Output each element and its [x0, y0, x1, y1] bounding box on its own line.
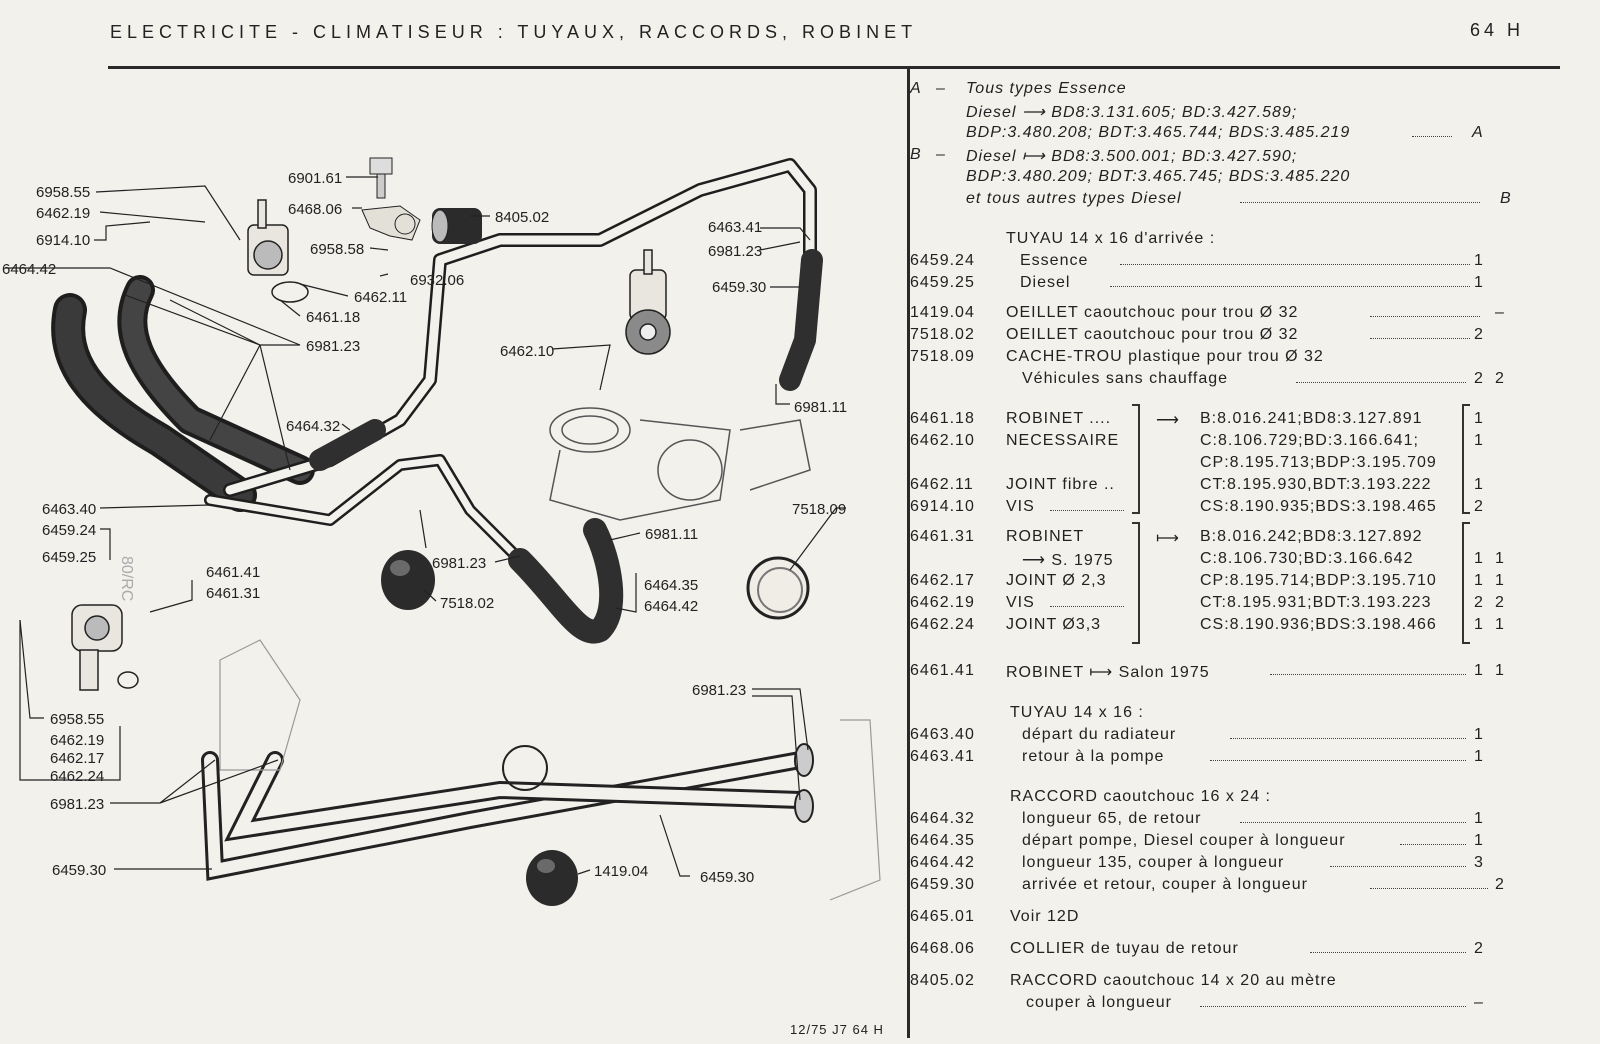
- qty-a: 1: [1474, 810, 1484, 827]
- diagram-label: 6459.30: [52, 862, 107, 879]
- part-row: [910, 662, 1550, 684]
- part-ref: 6464.35: [910, 832, 975, 849]
- heading-text: RACCORD caoutchouc 16 x 24 :: [1010, 788, 1271, 805]
- serial-range: CS:8.190.935;BDS:3.198.465: [1200, 498, 1437, 515]
- part-ref: 6461.31: [910, 528, 975, 545]
- qty-a: 2: [1474, 326, 1484, 343]
- qty-a: 2: [1474, 498, 1484, 515]
- variant-b-line: [910, 168, 1550, 190]
- variant-b: [910, 146, 1550, 168]
- diagram-label: 6958.55: [36, 184, 91, 201]
- diagram-label: 6463.40: [42, 501, 97, 518]
- diagram-label: 6981.23: [50, 796, 105, 813]
- diagram-label: 6981.23: [432, 555, 487, 572]
- part-desc: ROBINET ⟼ Salon 1975: [1006, 664, 1210, 681]
- variant-code: A: [1472, 124, 1484, 141]
- part-ref: 6462.11: [910, 476, 974, 493]
- part-row: [910, 594, 1550, 616]
- part-desc: ROBINET: [1006, 528, 1085, 545]
- diagram-label: 6459.24: [42, 522, 97, 539]
- leader-dots: [1296, 370, 1466, 383]
- variant-text: BDP:3.480.209; BDT:3.465.745; BDS:3.485.220: [966, 168, 1351, 185]
- part-desc: JOINT Ø 2,3: [1006, 572, 1107, 589]
- leader-dots: [1330, 854, 1466, 867]
- qty-a: 1: [1474, 410, 1484, 427]
- part-ref: 6463.41: [910, 748, 975, 765]
- part-row: [910, 572, 1550, 594]
- part-row-cont: [910, 994, 1550, 1016]
- qty-b: 2: [1495, 594, 1505, 611]
- part-row: [910, 476, 1550, 498]
- qty-b: 1: [1495, 572, 1505, 589]
- diagram-label: 6981.23: [306, 338, 361, 355]
- variant-text: BDP:3.480.208; BDT:3.465.744; BDS:3.485.219: [966, 124, 1351, 141]
- diagram-label: 6958.58: [310, 241, 365, 258]
- leader-dots: [1230, 726, 1466, 739]
- part-row: [910, 854, 1550, 876]
- hose-8405-02: [432, 208, 482, 244]
- qty-b: 1: [1495, 550, 1505, 567]
- diagram-label: 6464.42: [2, 261, 57, 278]
- part-row: [910, 454, 1550, 476]
- serial-range: C:8.106.730;BD:3.166.642: [1200, 550, 1414, 567]
- leader-dots: [1050, 498, 1124, 511]
- part-ref: 6459.25: [910, 274, 975, 291]
- valve-lower: [72, 605, 138, 690]
- variant-code: B: [1500, 190, 1512, 207]
- heading-text: TUYAU 14 x 16 :: [1010, 704, 1144, 721]
- serial-range: CT:8.195.930,BDT:3.193.222: [1200, 476, 1432, 493]
- diagram-label: 6461.18: [306, 309, 361, 326]
- variant-a-line: [910, 124, 1550, 146]
- diagram-label: 6462.24: [50, 768, 105, 785]
- part-row: [910, 810, 1550, 832]
- qty-a: 1: [1474, 432, 1484, 449]
- part-desc: longueur 135, couper à longueur: [1022, 854, 1285, 871]
- leader-dots: [1240, 190, 1480, 203]
- variant-a-line: [910, 102, 1550, 124]
- diagram-label: 6981.23: [692, 682, 747, 699]
- part-desc: JOINT Ø3,3: [1006, 616, 1102, 633]
- variant-dash: –: [936, 146, 946, 163]
- section-heading: [910, 230, 1550, 252]
- diagram-label: 6462.10: [500, 343, 555, 360]
- qty-a: 1: [1474, 616, 1484, 633]
- section-heading: [910, 704, 1550, 726]
- cache-trou-7518-09: [748, 558, 808, 618]
- diagram-label: 6464.42: [644, 598, 699, 615]
- part-desc: Véhicules sans chauffage: [1022, 370, 1229, 387]
- qty-a: 1: [1474, 832, 1484, 849]
- leader-dots: [1120, 252, 1470, 265]
- qty-b: 1: [1495, 616, 1505, 633]
- serial-range: B:8.016.241;BD8:3.127.891: [1200, 410, 1423, 427]
- part-row: [910, 432, 1550, 454]
- part-row: [910, 908, 1550, 930]
- bolt-6901-61: [370, 158, 392, 198]
- diagram-label: 1419.04: [594, 863, 649, 880]
- part-ref: 6462.19: [910, 594, 975, 611]
- part-desc: JOINT fibre ..: [1006, 476, 1115, 493]
- part-row: [910, 550, 1550, 572]
- part-ref: 6461.41: [910, 662, 975, 679]
- part-row: [910, 348, 1550, 370]
- diagram-label: 6981.23: [708, 243, 763, 260]
- part-ref: 6463.40: [910, 726, 975, 743]
- variant-dash: –: [936, 80, 946, 97]
- diagram-label: 7518.02: [440, 595, 495, 612]
- part-ref: 6468.06: [910, 940, 975, 957]
- part-desc: départ du radiateur: [1022, 726, 1177, 743]
- part-ref: 8405.02: [910, 972, 975, 989]
- leader-dots: [1200, 994, 1466, 1007]
- part-ref: 1419.04: [910, 304, 975, 321]
- part-ref: 6462.24: [910, 616, 975, 633]
- qty-b: 2: [1495, 370, 1505, 387]
- part-row: [910, 410, 1550, 432]
- serial-range: CP:8.195.713;BDP:3.195.709: [1200, 454, 1437, 471]
- qty-a: 1: [1474, 572, 1484, 589]
- part-desc: Diesel: [1020, 274, 1071, 291]
- part-desc: RACCORD caoutchouc 14 x 20 au mètre: [1010, 972, 1337, 989]
- diagram-label: 6464.32: [286, 418, 341, 435]
- diagram-label: 6958.55: [50, 711, 105, 728]
- qty-b: 1: [1495, 662, 1505, 679]
- section-heading: [910, 788, 1550, 810]
- serial-range: CT:8.195.931;BDT:3.193.223: [1200, 594, 1432, 611]
- part-row: [910, 832, 1550, 854]
- qty-b: 2: [1495, 876, 1505, 893]
- qty-a: 1: [1474, 726, 1484, 743]
- part-desc: CACHE-TROU plastique pour trou Ø 32: [1006, 348, 1324, 365]
- diagram-label: 6461.31: [206, 585, 261, 602]
- part-desc: COLLIER de tuyau de retour: [1010, 940, 1239, 957]
- diagram-label: 6981.11: [794, 399, 848, 416]
- arrow-icon: ⟼: [1156, 530, 1180, 547]
- clamp-6468-06: [362, 206, 420, 240]
- part-row: [910, 528, 1550, 550]
- page-number: 64 H: [1470, 20, 1525, 40]
- part-ref: 7518.02: [910, 326, 975, 343]
- part-row: [910, 304, 1550, 326]
- page-title: ELECTRICITE - CLIMATISEUR : TUYAUX, RACCORDS, ROBINET: [110, 22, 918, 42]
- part-ref: 6465.01: [910, 908, 975, 925]
- part-desc: OEILLET caoutchouc pour trou Ø 32: [1006, 304, 1299, 321]
- qty-a: 2: [1474, 370, 1484, 387]
- variant-letter: A: [910, 80, 922, 97]
- part-row: [910, 972, 1550, 994]
- qty-a: 1: [1474, 274, 1484, 291]
- qty-a: 1: [1474, 476, 1484, 493]
- diagram-label: 6901.61: [288, 170, 343, 187]
- part-row: [910, 326, 1550, 348]
- footer-code: 12/75 J7 64 H: [790, 1022, 884, 1037]
- variant-text: et tous autres types Diesel: [966, 190, 1182, 207]
- part-desc: départ pompe, Diesel couper à longueur: [1022, 832, 1346, 849]
- serial-range: B:8.016.242;BD8:3.127.892: [1200, 528, 1423, 545]
- part-desc: Voir 12D: [1010, 908, 1080, 925]
- variant-text: Tous types Essence: [966, 80, 1127, 97]
- qty-a: 1: [1474, 662, 1484, 679]
- leader-dots: [1110, 274, 1470, 287]
- part-ref: 6462.17: [910, 572, 975, 589]
- leader-dots: [1370, 876, 1488, 889]
- part-row: [910, 876, 1550, 898]
- part-desc: VIS: [1006, 594, 1035, 611]
- qty-a: 2: [1474, 594, 1484, 611]
- part-ref: 6914.10: [910, 498, 975, 515]
- diagram-label: 6981.11: [645, 526, 699, 543]
- qty-a: 2: [1474, 940, 1484, 957]
- variant-text: Diesel ⟶ BD8:3.131.605; BD:3.427.589;: [966, 104, 1298, 121]
- leader-dots: [1412, 124, 1452, 137]
- diagram-label: 6459.30: [712, 279, 767, 296]
- part-row: [910, 748, 1550, 770]
- diagram-label: 6459.25: [42, 549, 97, 566]
- grommet-7518-02: [381, 550, 435, 610]
- leader-dots: [1240, 810, 1466, 823]
- grommet-1419-04: [526, 850, 578, 906]
- qty-b: –: [1495, 304, 1505, 321]
- part-row: [910, 252, 1550, 274]
- leader-dots: [1270, 662, 1466, 675]
- part-desc: NECESSAIRE: [1006, 432, 1120, 449]
- part-row: [910, 498, 1550, 520]
- part-row: [910, 940, 1550, 962]
- diagram-label: 6462.11: [354, 289, 408, 306]
- diagram-label: 7518.09: [792, 501, 847, 518]
- part-ref: 6459.30: [910, 876, 975, 893]
- variant-a: [910, 80, 1550, 102]
- part-desc: ⟶ S. 1975: [1022, 552, 1114, 569]
- leader-dots: [1210, 748, 1466, 761]
- part-desc: OEILLET caoutchouc pour trou Ø 32: [1006, 326, 1299, 343]
- variant-b-line: [910, 190, 1550, 212]
- part-ref: 7518.09: [910, 348, 975, 365]
- part-ref: 6461.18: [910, 410, 975, 427]
- stamp-text: 80/RC: [118, 556, 135, 602]
- part-row: [910, 726, 1550, 748]
- serial-range: C:8.106.729;BD:3.166.641;: [1200, 432, 1419, 449]
- diagram-label: 6914.10: [36, 232, 91, 249]
- leader-dots: [1370, 326, 1470, 339]
- part-ref: 6462.10: [910, 432, 975, 449]
- part-desc: VIS: [1006, 498, 1035, 515]
- diagram-label: 6461.41: [206, 564, 261, 581]
- part-row-cont: [910, 370, 1550, 392]
- qty-a: 1: [1474, 550, 1484, 567]
- water-pump-housing: [550, 408, 810, 520]
- qty-a: 1: [1474, 252, 1484, 269]
- valve-mid: [626, 250, 670, 354]
- serial-range: CP:8.195.714;BDP:3.195.710: [1200, 572, 1437, 589]
- part-row: [910, 616, 1550, 638]
- part-desc: ROBINET ....: [1006, 410, 1112, 427]
- heading-text: TUYAU 14 x 16 d'arrivée :: [1006, 230, 1216, 247]
- diagram-label: 6462.19: [36, 205, 91, 222]
- diagram-label: 6462.17: [50, 750, 105, 767]
- diagram-label: 6932.06: [410, 272, 465, 289]
- diagram-label: 6463.41: [708, 219, 763, 236]
- diagram-label: 6459.30: [700, 869, 755, 886]
- part-ref: 6464.32: [910, 810, 975, 827]
- part-desc: couper à longueur: [1026, 994, 1172, 1011]
- qty-a: 1: [1474, 748, 1484, 765]
- part-desc: retour à la pompe: [1022, 748, 1165, 765]
- qty-a: 3: [1474, 854, 1484, 871]
- part-ref: 6464.42: [910, 854, 975, 871]
- arrow-icon: ⟶: [1156, 412, 1180, 429]
- variant-letter: B: [910, 146, 922, 163]
- part-ref: 6459.24: [910, 252, 975, 269]
- part-row: [910, 274, 1550, 296]
- part-desc: Essence: [1020, 252, 1089, 269]
- serial-range: CS:8.190.936;BDS:3.198.466: [1200, 616, 1437, 633]
- diagram-label: 6468.06: [288, 201, 343, 218]
- qty-a: –: [1474, 994, 1484, 1011]
- leader-dots: [1400, 832, 1466, 845]
- variant-text: Diesel ⟼ BD8:3.500.001; BD:3.427.590;: [966, 148, 1298, 165]
- leader-dots: [1310, 940, 1466, 953]
- part-desc: arrivée et retour, couper à longueur: [1022, 876, 1308, 893]
- diagram-label: 8405.02: [495, 209, 550, 226]
- diagram-label: 6462.19: [50, 732, 105, 749]
- leader-dots: [1050, 594, 1124, 607]
- hoses-lower: [210, 744, 813, 870]
- diagram-label: 6464.35: [644, 577, 699, 594]
- leader-dots: [1370, 304, 1480, 317]
- part-desc: longueur 65, de retour: [1022, 810, 1202, 827]
